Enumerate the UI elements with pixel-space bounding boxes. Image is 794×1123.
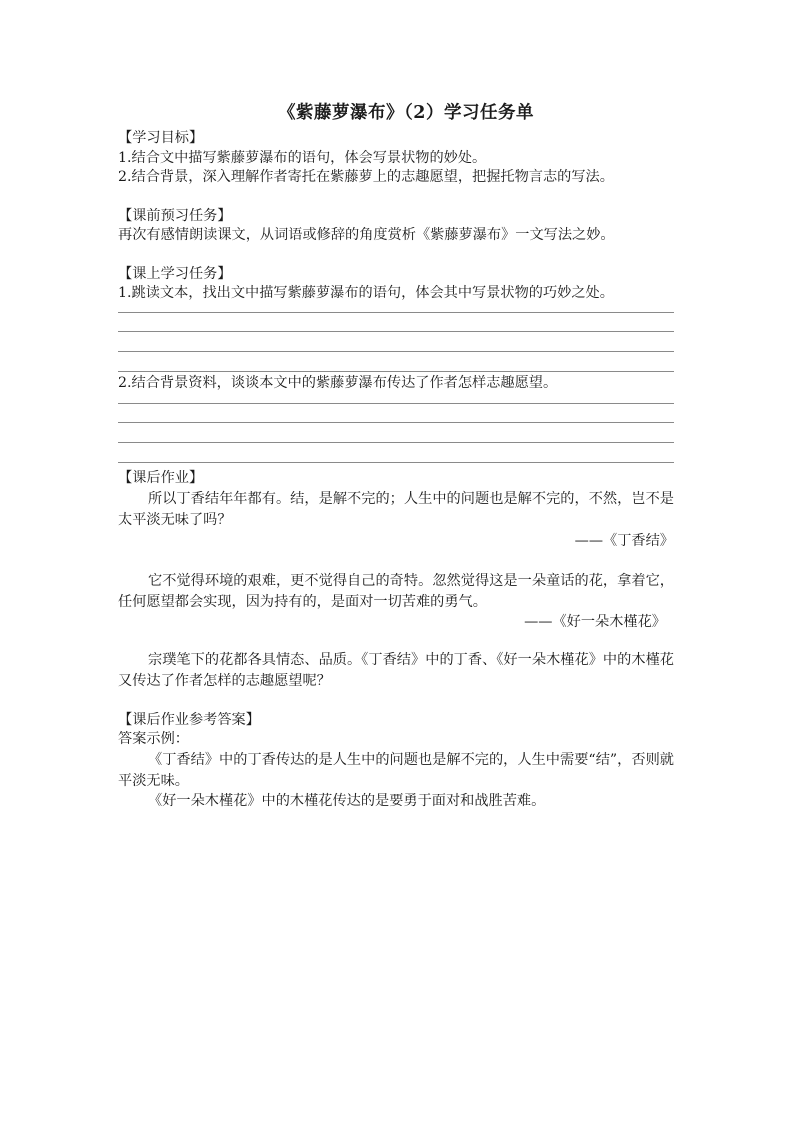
answer-line[interactable]: [118, 462, 674, 463]
answer-2: 《好一朵木槿花》中的木槿花传达的是要勇于面对和战胜苦难。: [148, 792, 546, 809]
quote-dingxiangjie: 所以丁香结年年都有。结，是解不完的；人生中的问题也是解不完的，不然，岂不是太平淡无味了吗？: [118, 490, 674, 528]
inclass-task-2: 2.结合背景资料，谈谈本文中的紫藤萝瀑布传达了作者怎样志趣愿望。: [118, 374, 558, 391]
goals-heading: 【学习目标】: [118, 130, 204, 146]
section-inclass-task: [118, 265, 674, 464]
spacer: [118, 692, 674, 711]
quote-source-mujinhua: ——《好一朵木槿花》: [524, 613, 666, 630]
page-title: 《紫藤萝瀑布》（2）学习任务单: [278, 103, 534, 123]
section-preview-task: [118, 207, 674, 246]
answer-line[interactable]: [118, 331, 674, 332]
preview-heading: 【课前预习任务】: [118, 207, 232, 224]
answer-1: 《丁香结》中的丁香传达的是人生中的问题也是解不完的，人生中需要“结”，否则就平淡无味。: [118, 751, 674, 789]
spacer: [118, 188, 674, 207]
answer-line[interactable]: [118, 403, 674, 404]
spacer: [118, 246, 674, 265]
answer-lines-1[interactable]: [118, 310, 674, 374]
quote-source-dingxiangjie: ——《丁香结》: [574, 532, 674, 549]
worksheet-page: [118, 100, 674, 811]
homework-question: 宗璞笔下的花都各具情态、品质。《丁香结》中的丁香、《好一朵木槿花》中的木槿花又传达了作者怎样的志趣愿望呢？: [118, 651, 674, 689]
section-homework-answers: [118, 711, 674, 812]
inclass-task-1: 1.跳读文本，找出文中描写紫藤萝瀑布的语句，体会其中写景状物的巧妙之处。: [118, 285, 614, 301]
answer-line[interactable]: [118, 351, 674, 352]
quote-mujinhua: 它不觉得环境的艰难，更不觉得自己的奇特。忽然觉得这是一朵童话的花，拿着它，任何愿望都会实现，因为持有的，是面对一切苦难的勇气。: [118, 572, 674, 610]
spacer: [118, 552, 674, 571]
answer-line[interactable]: [118, 371, 674, 372]
preview-text: 再次有感情朗读课文，从词语或修辞的角度赏析《紫藤萝瀑布》一文写法之妙。: [118, 227, 615, 243]
answer-line[interactable]: [118, 442, 674, 443]
goal-item: 2.结合背景，深入理解作者寄托在紫藤萝上的志趣愿望，把握托物言志的写法。: [118, 169, 614, 185]
answers-heading: 【课后作业参考答案】: [118, 711, 260, 728]
section-homework: [118, 469, 674, 692]
section-learning-goals: [118, 129, 674, 188]
answers-label: 答案示例：: [118, 731, 189, 747]
homework-heading: 【课后作业】: [118, 470, 204, 486]
goal-item: 1.结合文中描写紫藤萝瀑布的语句，体会写景状物的妙处。: [118, 149, 487, 166]
inclass-heading: 【课上学习任务】: [118, 265, 232, 282]
spacer: [118, 631, 674, 650]
answer-line[interactable]: [118, 312, 674, 313]
answer-lines-2[interactable]: [118, 399, 674, 463]
answer-line[interactable]: [118, 422, 674, 423]
